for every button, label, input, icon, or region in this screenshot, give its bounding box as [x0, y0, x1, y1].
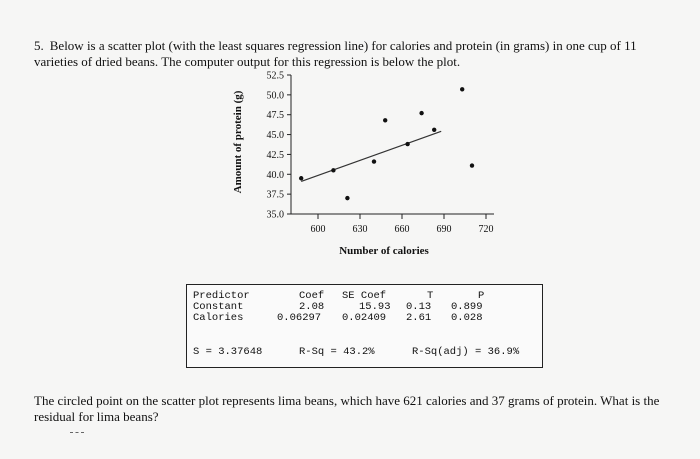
points-group: [299, 87, 474, 200]
header-p: P: [478, 290, 485, 302]
regression-line-group: [301, 131, 441, 181]
x-tick-label: 660: [394, 224, 410, 235]
stat-s: S = 3.37648: [193, 346, 263, 358]
regression-output: [186, 284, 543, 368]
row-constant-p: 0.899: [451, 301, 483, 313]
regression-line: [301, 131, 441, 181]
answer-blank-mark: [70, 432, 84, 433]
row-calories-p: 0.028: [451, 312, 483, 324]
header-predictor: Predictor: [193, 290, 250, 302]
data-point: [419, 111, 423, 115]
followup-question: The circled point on the scatter plot represents lima beans, which have 621 calories and 37 grams of protein. What is the residual for lima beans?: [34, 393, 660, 424]
y-tick-label: 52.5: [266, 70, 284, 82]
data-point: [383, 118, 387, 122]
y-tick-label: 42.5: [266, 149, 284, 161]
header-coef: Coef: [299, 290, 325, 302]
row-calories-t: 2.61: [406, 312, 432, 324]
row-calories-coef: 0.06297: [277, 312, 322, 324]
x-tick-label: 600: [310, 224, 326, 235]
row-calories-se: 0.02409: [342, 312, 387, 324]
y-tick-label: 37.5: [266, 189, 284, 201]
row-constant-t: 0.13: [406, 301, 432, 313]
data-point: [345, 196, 349, 200]
question-number: 5.: [34, 38, 44, 53]
x-axis-label: Number of calories: [339, 245, 429, 257]
x-tick-label: 630: [352, 224, 368, 235]
data-point: [299, 176, 303, 180]
data-point: [405, 142, 409, 146]
data-point: [470, 163, 474, 167]
y-axis-label: Amount of protein (g): [232, 90, 244, 194]
y-tick-label: 45.0: [266, 130, 284, 142]
stat-rsq-adj: R-Sq(adj) = 36.9%: [412, 346, 520, 358]
x-tick-label: 720: [478, 224, 494, 235]
data-point: [432, 128, 436, 132]
data-point: [372, 159, 376, 163]
header-t: T: [427, 290, 434, 302]
row-constant-predictor: Constant: [193, 301, 244, 313]
data-point: [460, 87, 464, 91]
header-se-coef: SE Coef: [342, 290, 387, 302]
y-tick-label: 47.5: [266, 110, 284, 122]
stat-rsq: R-Sq = 43.2%: [299, 346, 375, 358]
question-body: Below is a scatter plot (with the least squares regression line) for calories and protein (in grams) in one cup of 11 varieties of dried beans. The computer output for this regression is below the plot.: [34, 38, 637, 69]
y-tick-label: 35.0: [266, 209, 284, 221]
data-point: [331, 168, 335, 172]
row-constant-se: 15.93: [359, 301, 391, 313]
x-tick-label: 690: [436, 224, 452, 235]
row-constant-coef: 2.08: [299, 301, 325, 313]
y-tick-label: 40.0: [266, 169, 284, 181]
row-calories-predictor: Calories: [193, 312, 244, 324]
y-tick-label: 50.0: [266, 90, 284, 102]
axes: [291, 75, 494, 214]
